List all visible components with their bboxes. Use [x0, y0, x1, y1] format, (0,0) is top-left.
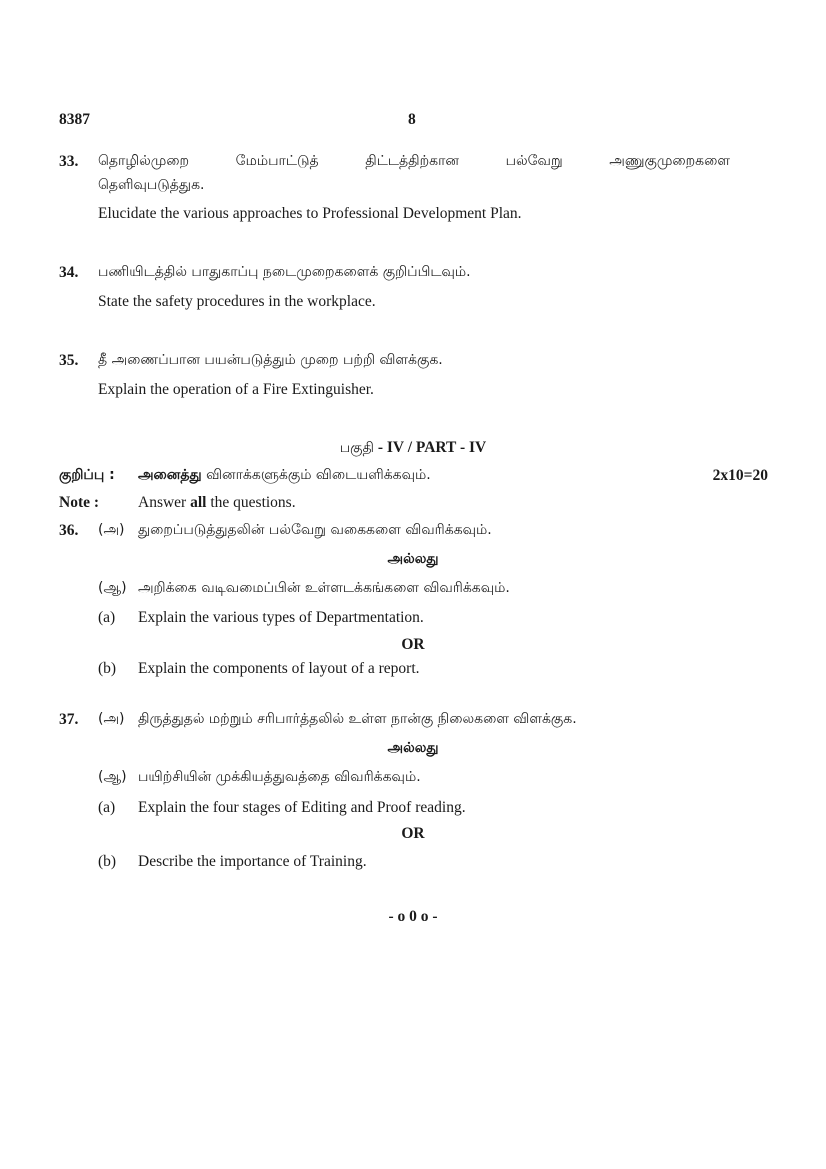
- page-number: 8: [408, 111, 416, 128]
- q36-number: 36.: [59, 522, 79, 539]
- note-prefix: Answer: [138, 494, 191, 511]
- note-suffix: the questions.: [206, 494, 296, 511]
- tamil-instruction-bold: அனைத்து: [138, 467, 202, 483]
- q37-aa-tamil: பயிற்சியின் முக்கியத்துவத்தை விவரிக்கவும்.: [138, 769, 421, 785]
- q35-english: Explain the operation of a Fire Extinguisher.: [98, 381, 374, 398]
- part-heading-tamil: பகுதி: [339, 440, 374, 456]
- q34-english: State the safety procedures in the workplace.: [98, 293, 376, 310]
- q36-or-tamil: அல்லது: [387, 551, 439, 567]
- q37-b-en-label: (b): [98, 853, 117, 870]
- note-bold: all: [190, 494, 207, 511]
- q37-a-label: (அ): [98, 711, 125, 727]
- q34-tamil: பணியிடத்தில் பாதுகாப்பு நடைமுறைகளைக் குறிப்பிடவும்.: [98, 264, 471, 280]
- end-mark: - o 0 o -: [388, 908, 438, 925]
- q37-aa-label: (ஆ): [98, 769, 127, 785]
- q37-a-english: Explain the four stages of Editing and Proof reading.: [138, 799, 466, 816]
- q37-b-english: Describe the importance of Training.: [138, 853, 367, 870]
- q33-tamil-line1: தொழில்முறை மேம்பாட்டுத் திட்டத்திற்கான பல்வேறு அணுகுமுறைகளை: [98, 153, 730, 169]
- part-heading-english: - IV / PART - IV: [373, 439, 487, 456]
- tamil-instruction: [138, 467, 431, 485]
- note-text: [138, 494, 296, 512]
- q37-a-en-label: (a): [98, 799, 116, 816]
- kurippu-label: குறிப்பு :: [59, 467, 115, 483]
- marks-allocation: 2x10=20: [712, 467, 768, 484]
- q34-number: 34.: [59, 264, 79, 281]
- q36-a-en-label: (a): [98, 609, 116, 626]
- q37-or-english: OR: [401, 825, 425, 842]
- q36-aa-tamil: அறிக்கை வடிவமைப்பின் உள்ளடக்கங்களை விவரிக்கவும்.: [138, 580, 510, 596]
- q33-english: Elucidate the various approaches to Professional Development Plan.: [98, 205, 522, 222]
- q35-tamil: தீ அணைப்பான பயன்படுத்தும் முறை பற்றி விளக்குக.: [98, 352, 443, 368]
- q36-a-english: Explain the various types of Departmentation.: [138, 609, 424, 626]
- q36-b-english: Explain the components of layout of a report.: [138, 660, 420, 677]
- paper-code: 8387: [59, 111, 90, 128]
- q36-a-label: (அ): [98, 522, 125, 538]
- q37-a-tamil: திருத்துதல் மற்றும் சரிபார்த்தலில் உள்ள நான்கு நிலைகளை விளக்குக.: [138, 711, 577, 727]
- q36-b-en-label: (b): [98, 660, 117, 677]
- q37-or-tamil: அல்லது: [387, 740, 439, 756]
- note-label: Note :: [59, 494, 100, 511]
- part-heading: [0, 439, 826, 458]
- q36-or-english: OR: [401, 636, 425, 653]
- q36-a-tamil: துறைப்படுத்துதலின் பல்வேறு வகைகளை விவரிக்கவும்.: [138, 522, 492, 538]
- q37-number: 37.: [59, 711, 79, 728]
- q36-aa-label: (ஆ): [98, 580, 127, 596]
- tamil-instruction-rest: வினாக்களுக்கும் விடையளிக்கவும்.: [206, 467, 431, 483]
- q33-number: 33.: [59, 153, 79, 170]
- q33-tamil-line2: தெளிவுபடுத்துக.: [98, 177, 205, 193]
- q35-number: 35.: [59, 352, 79, 369]
